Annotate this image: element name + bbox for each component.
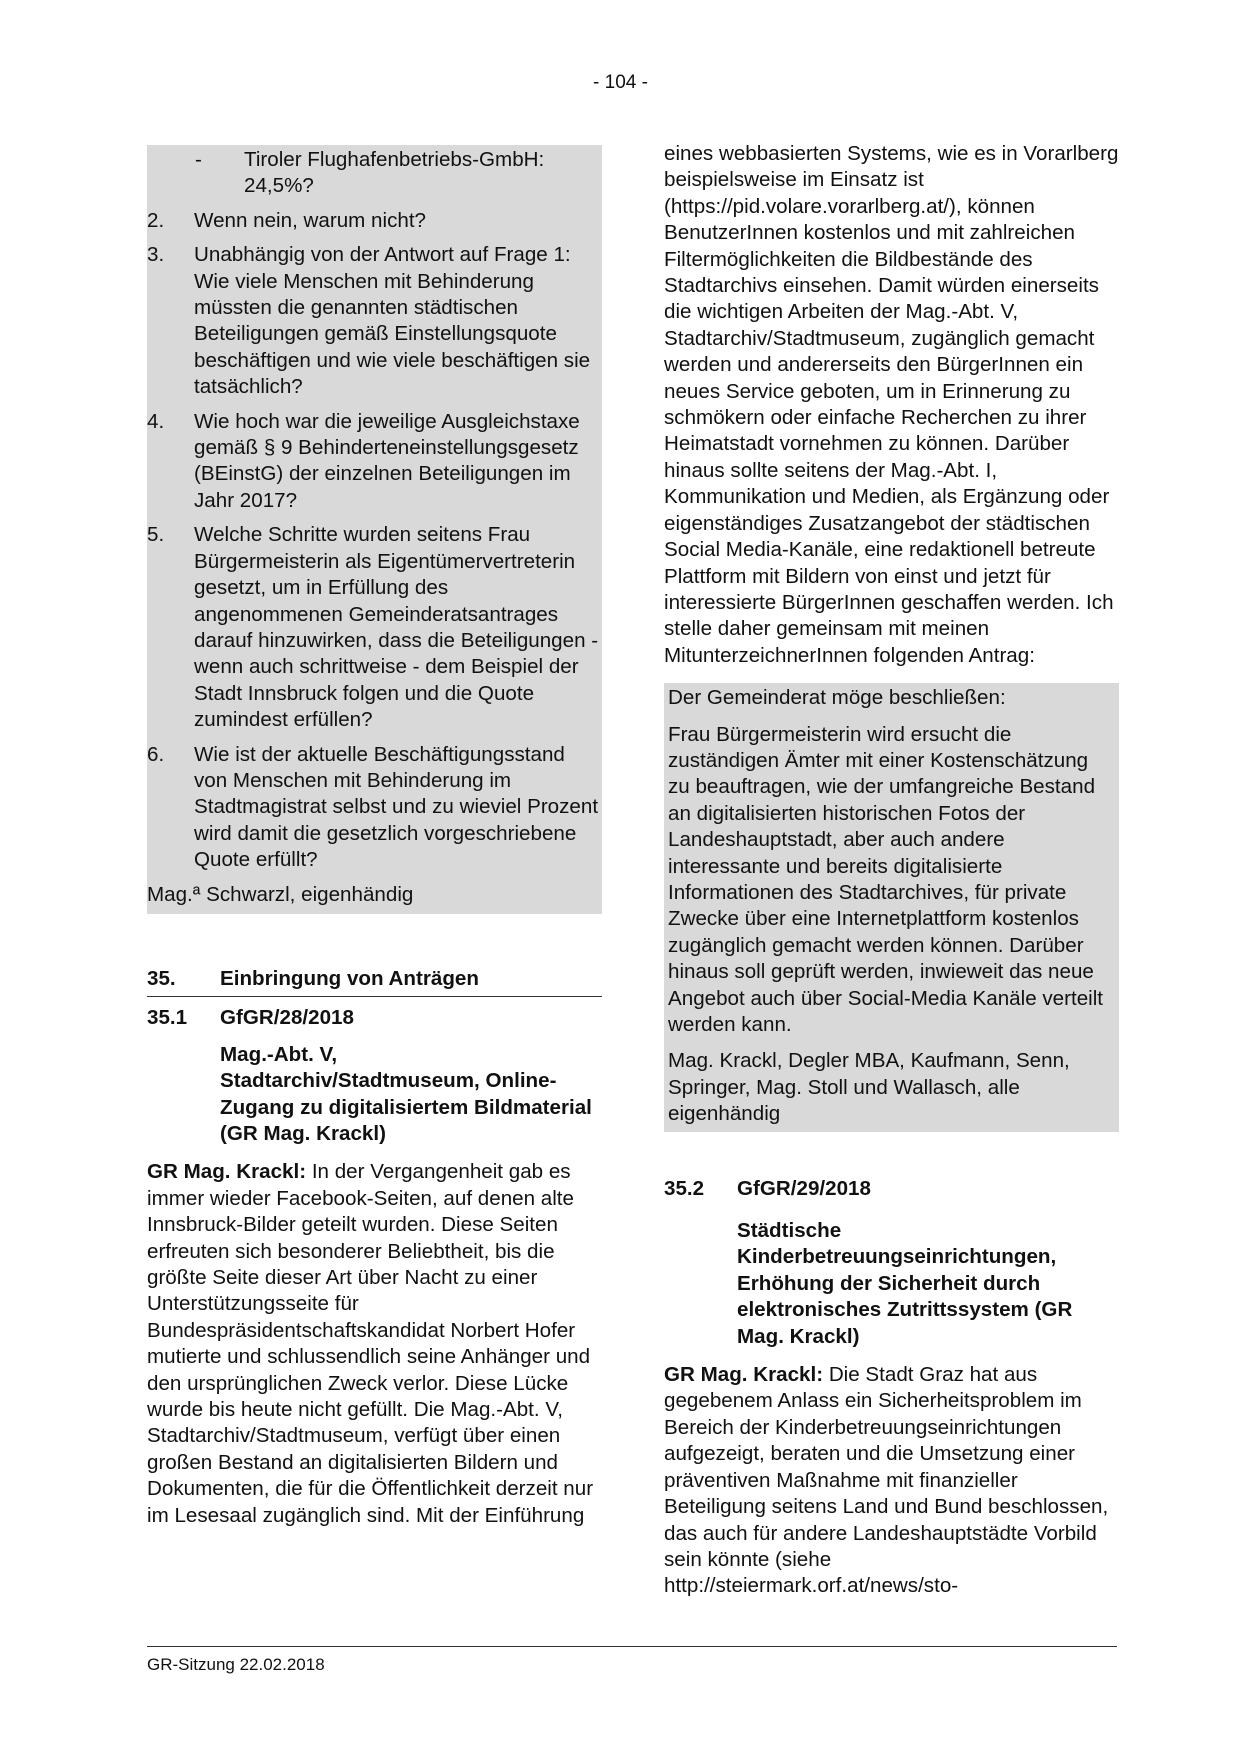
speaker-name: GR Mag. Krackl:	[147, 1160, 307, 1184]
question-number: 3.	[147, 243, 165, 267]
footer-text: GR-Sitzung 22.02.2018	[147, 1655, 325, 1674]
question-text: Tiroler Flughafenbetriebs-GmbH: 24,5%?	[244, 148, 545, 198]
question-number: 2.	[147, 208, 165, 232]
subsection-title: Städtische Kinderbetreuungseinrichtungen, Erhöhung der Sicherheit durch elektronisches Zutrittssystem (GR Mag. Krackl)	[737, 1219, 1073, 1348]
question-item	[147, 522, 602, 733]
question-number: 4.	[147, 409, 165, 433]
question-item	[147, 242, 602, 400]
page-number: - 104 -	[593, 72, 648, 93]
section-title: Einbringung von Anträgen	[220, 966, 479, 990]
question-item	[147, 147, 602, 200]
subsection-code: GfGR/28/2018	[220, 1006, 354, 1030]
body-paragraph	[147, 1159, 602, 1529]
antrag-signature: Mag. Krackl, Degler MBA, Kaufmann, Senn, Springer, Mag. Stoll und Wallasch, alle eigenhändig	[668, 1049, 1070, 1126]
question-number: 6.	[147, 742, 165, 766]
section-number: 35.	[147, 966, 176, 990]
footer-divider	[147, 1646, 1117, 1647]
question-text: Wie ist der aktuelle Beschäftigungsstand von Menschen mit Behinderung im Stadtmagistrat selbst und zu wieviel Prozent wird damit die gesetzlich vorgeschriebene Quote erfüllt?	[194, 742, 599, 872]
question-number: 5.	[147, 523, 165, 547]
subsection-number: 35.2	[664, 1176, 705, 1200]
questions-box	[147, 145, 602, 914]
body-text: Die Stadt Graz hat aus gegebenem Anlass ein Sicherheitsproblem im Bereich der Kinderbetreuungseinrichtungen aufgezeigt, beraten und die Umsetzung einer präventiven Maßnahme mit finanzieller Beteiligung seitens Land und Bund beschlossen, das auch für andere Landeshauptstädte Vorbild sein könnte (siehe http://steiermark.orf.at/news/sto-	[664, 1363, 1109, 1598]
question-text: Welche Schritte wurden seitens Frau Bürgermeisterin als Eigentümervertreterin gesetzt, um in Erfüllung des angenommenen Gemeinderatsantrages darauf hinzuwirken, dass die Beteiligungen - wenn auch schrittweise - dem Beispiel der Stadt Innsbruck folgen und die Quote zumindest erfüllen?	[194, 523, 599, 732]
question-item	[147, 409, 602, 515]
subsection-number: 35.1	[147, 1006, 188, 1030]
question-text: Wie hoch war die jeweilige Ausgleichstaxe gemäß § 9 Behinderteneinstellungsgesetz (BEinstG) der einzelnen Beteiligungen im Jahr 2017?	[194, 409, 580, 512]
antrag-box	[664, 683, 1119, 1132]
subsection-code: GfGR/29/2018	[737, 1176, 871, 1200]
question-signature: Mag.ª Schwarzl, eigenhändig	[147, 882, 414, 906]
section-heading	[147, 966, 602, 997]
body-paragraph	[664, 1362, 1119, 1600]
subsection-title: Mag.-Abt. V, Stadtarchiv/Stadtmuseum, Online-Zugang zu digitalisiertem Bildmaterial (GR Mag. Krackl)	[220, 1042, 592, 1145]
question-text: Wenn nein, warum nicht?	[194, 208, 426, 232]
body-text: In der Vergangenheit gab es immer wieder Facebook-Seiten, auf denen alte Innsbruck-Bilder geteilt wurden. Diese Seiten erfreuten sich besonderer Beliebtheit, bis die größte Seite dieser Art über Nacht zu einer Unterstützungsseite für Bundespräsidentschaftskandidat Norbert Hofer mutierte und schlussendlich seine Anhänger und den ursprünglichen Zweck verlor. Diese Lücke wurde bis heute nicht gefüllt. Die Mag.-Abt. V, Stadtarchiv/Stadtmuseum, verfügt über einen großen Bestand an digitalisierten Bildern und Dokumenten, die für die Öffentlichkeit derzeit nur im Lesesaal zugänglich sind. Mit der Einführung	[147, 1160, 594, 1527]
antrag-intro: Der Gemeinderat möge beschließen:	[668, 686, 1006, 710]
question-marker: -	[195, 148, 202, 171]
right-column	[664, 142, 1119, 1600]
subsection-heading	[664, 1176, 1119, 1202]
speaker-name: GR Mag. Krackl:	[664, 1363, 824, 1387]
left-column	[147, 145, 602, 1529]
question-item	[147, 742, 602, 874]
antrag-text: Frau Bürgermeisterin wird ersucht die zuständigen Ämter mit einer Kostenschätzung zu beauftragen, wie der umfangreiche Bestand an digitalisierten historischen Fotos der Landeshauptstadt, aber auch andere interessante und bereits digitalisierte Informationen des Stadtarchives, für private Zwecke über eine Internetplattform kostenlos zugänglich gemacht werden können. Darüber hinaus soll geprüft werden, inwieweit das neue Angebot auch über Social-Media Kanäle verteilt werden kann.	[668, 722, 1104, 1036]
subsection-heading	[147, 1005, 602, 1031]
question-item	[147, 208, 602, 234]
question-text: Unabhängig von der Antwort auf Frage 1: Wie viele Menschen mit Behinderung müssten die genannten städtischen Beteiligungen gemäß Einstellungsquote beschäftigen und wie viele beschäftigen sie tatsächlich?	[194, 243, 591, 399]
body-paragraph: eines webbasierten Systems, wie es in Vorarlberg beispielsweise im Einsatz ist (https://pid.volare.vorarlberg.at/), können BenutzerInnen kostenlos und mit zahlreichen Filtermöglichkeiten die Bildbestände des Stadtarchivs einsehen. Damit würden einerseits die wichtigen Arbeiten der Mag.-Abt. V, Stadtarchiv/Stadtmuseum, zugänglich gemacht werden und andererseits den BürgerInnen ein neues Service geboten, um in Erinnerung zu schmökern oder einfache Recherchen zu ihrer Heimatstadt vornehmen zu können. Darüber hinaus sollte seitens der Mag.-Abt. I, Kommunikation und Medien, als Ergänzung oder eigenständiges Zusatzangebot der städtischen Social Media-Kanäle, eine redaktionell betreute Plattform mit Bildern von einst und jetzt für interessierte BürgerInnen geschaffen werden. Ich stelle daher gemeinsam mit meinen MitunterzeichnerInnen folgenden Antrag:	[664, 142, 1119, 667]
